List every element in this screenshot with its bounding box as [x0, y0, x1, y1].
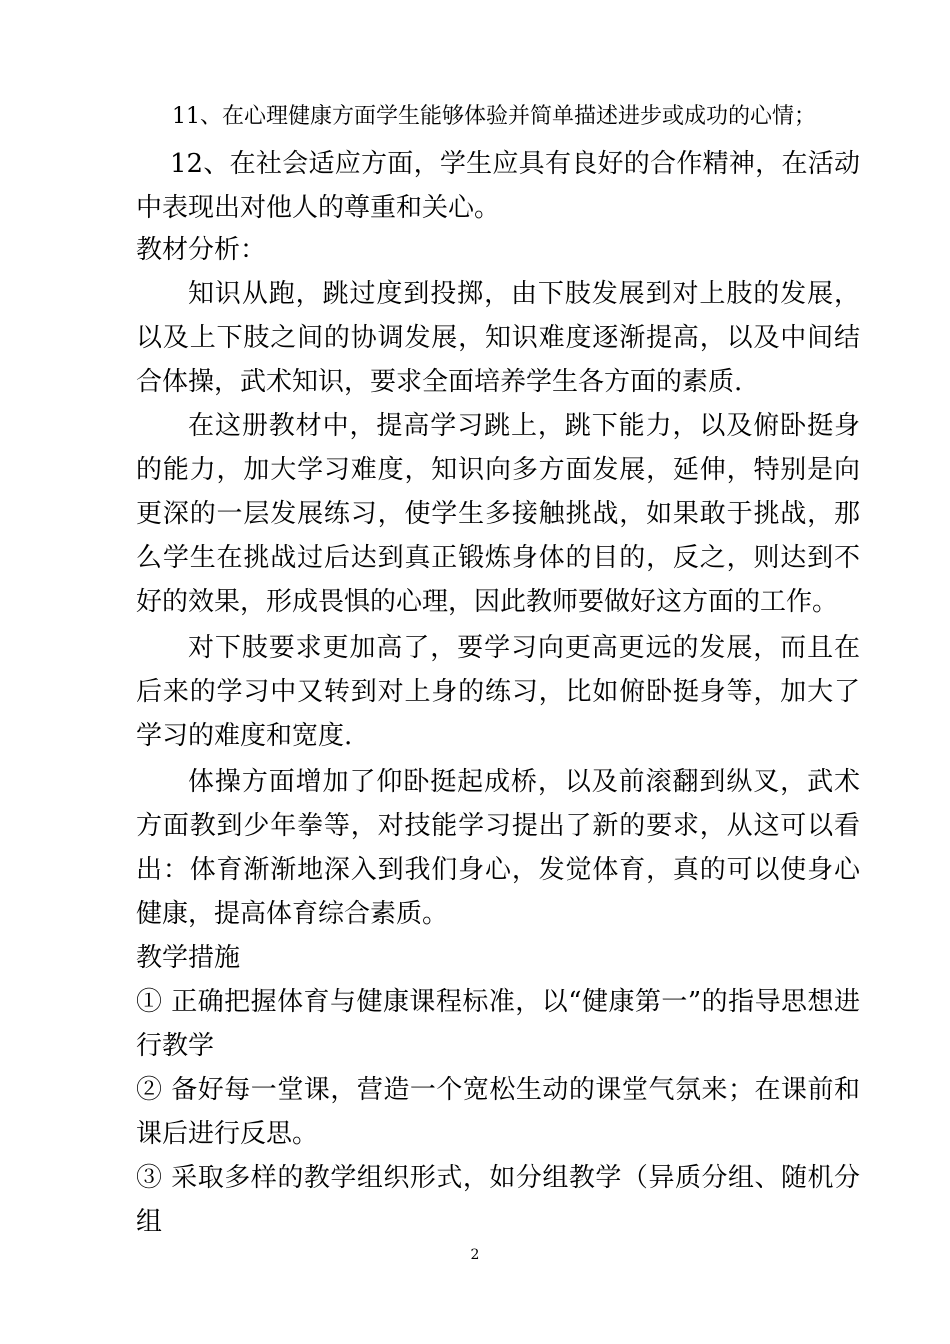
analysis-heading: 教材分析：	[136, 235, 267, 265]
goal-item-11: 11、在心理健康方面学生能够体验并简单描述进步或成功的心情；	[172, 104, 816, 129]
analysis-paragraph: 在这册教材中，提高学习跳上，跳下能力，以及俯卧挺身的能力，加大学习难度，知识向多方面发展，延伸，特别是向更深的一层发展练习，使学生多接触挑战，如果敢于挑战，那么学生在挑战过后达到真正锻炼身体的目的，反之，则达到不好的效果，形成畏惧的心理，因此教师要做好这方面的工作。	[136, 411, 860, 617]
goal-item-12: 12、在社会适应方面，学生应具有良好的合作精神，在活动中表现出对他人的尊重和关心。	[136, 149, 860, 223]
analysis-paragraph: 体操方面增加了仰卧挺起成桥，以及前滚翻到纵叉，武术方面教到少年拳等，对技能学习提出了新的要求，从这可以看出：体育渐渐地深入到我们身心，发觉体育，真的可以使身心健康，提高体育综合素质。	[136, 767, 860, 929]
analysis-paragraph: 知识从跑，跳过度到投掷，由下肢发展到对上肢的发展，以及上下肢之间的协调发展，知识难度逐渐提高，以及中间结合体操，武术知识，要求全面培养学生各方面的素质.	[136, 279, 860, 397]
analysis-paragraph: 对下肢要求更加高了，要学习向更高更远的发展，而且在后来的学习中又转到对上身的练习，比如俯卧挺身等，加大了学习的难度和宽度.	[136, 633, 860, 751]
measure-item: ③ 采取多样的教学组织形式，如分组教学（异质分组、随机分组	[136, 1163, 860, 1237]
measure-item: ② 备好每一堂课，营造一个宽松生动的课堂气氛来；在课前和课后进行反思。	[136, 1075, 860, 1149]
measure-item: ① 正确把握体育与健康课程标准，以“健康第一”的指导思想进行教学	[136, 987, 860, 1061]
measures-heading: 教学措施	[136, 943, 241, 973]
page-number: 2	[470, 1247, 480, 1263]
